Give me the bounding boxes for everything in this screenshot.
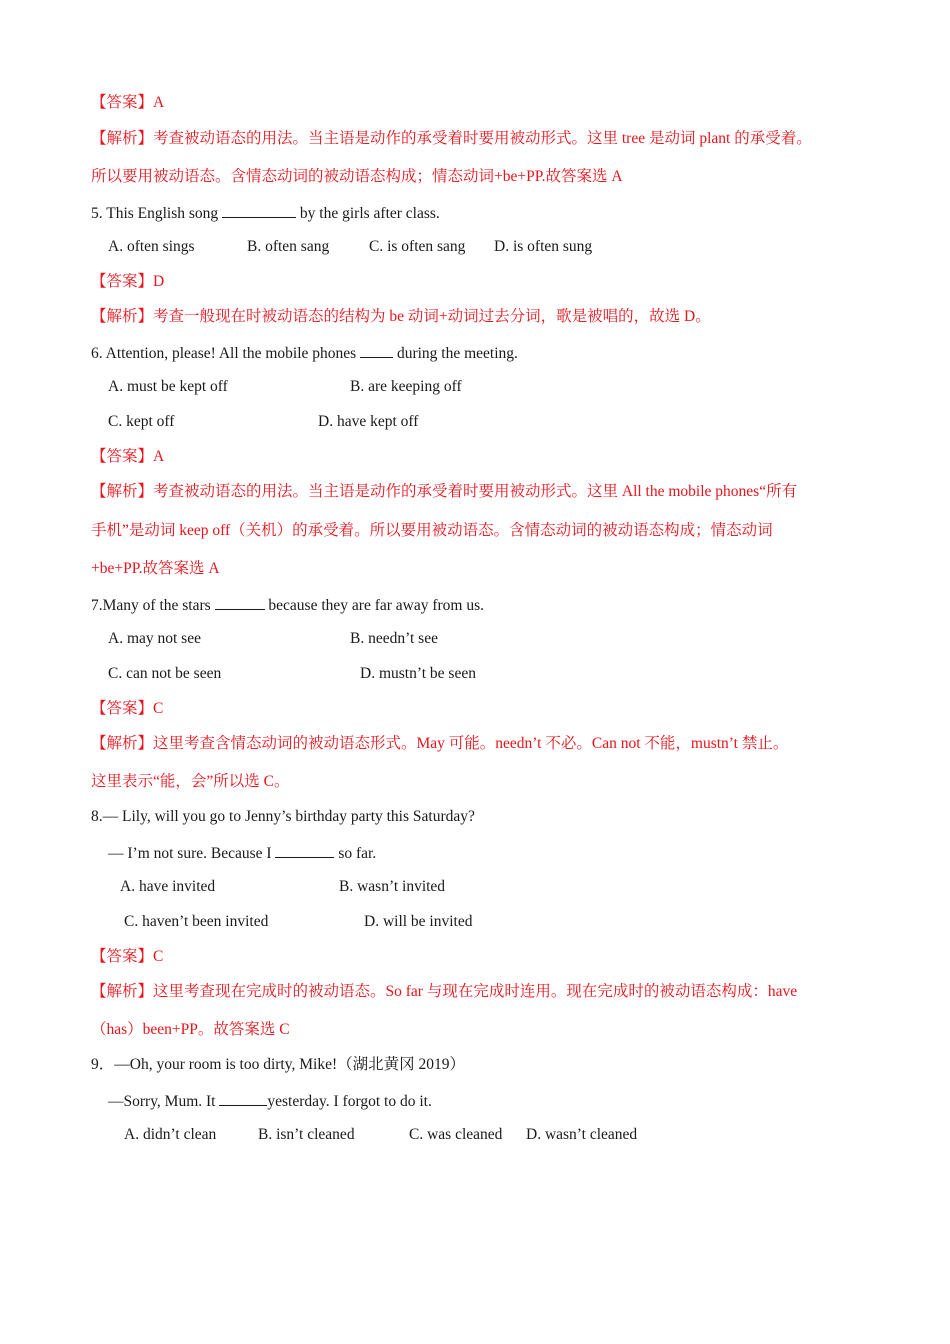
- question-9-option-c: C. was cleaned: [409, 1126, 503, 1143]
- question-6-stem: [91, 342, 518, 364]
- answer-5: 【答案】D: [91, 273, 165, 290]
- question-6-option-b: B. are keeping off: [350, 378, 462, 395]
- question-9-stem-2: [108, 1090, 432, 1112]
- question-6-option-a: A. must be kept off: [108, 378, 228, 395]
- answer-6: 【答案】A: [91, 448, 165, 465]
- question-9-option-a: A. didn’t clean: [124, 1126, 217, 1143]
- question-8-option-c: C. haven’t been invited: [124, 913, 269, 930]
- analysis-7-line-1: 【解析】这里考查含情态动词的被动语态形式。May 可能。needn’t 不必。Can not 不能，mustn’t 禁止。: [91, 735, 789, 752]
- answer-blank: [275, 842, 334, 858]
- question-5-option-b: B. often sang: [247, 238, 330, 255]
- analysis-5-line-1: 【解析】考查一般现在时被动语态的结构为 be 动词+动词过去分词，歌是被唱的，故选 D。: [91, 308, 711, 325]
- question-8-option-b: B. wasn’t invited: [339, 878, 446, 895]
- question-9-stem-2-post: yesterday. I forgot to do it.: [267, 1093, 432, 1110]
- question-8-stem-2-post: so far.: [334, 845, 377, 862]
- question-8-stem-2-pre: — I’m not sure. Because I: [108, 845, 276, 862]
- question-8-option-d: D. will be invited: [364, 913, 473, 930]
- question-7-option-b: B. needn’t see: [350, 630, 438, 647]
- answer-4: 【答案】A: [91, 94, 165, 111]
- analysis-6-line-2: 手机”是动词 keep off（关机）的承受着。所以要用被动语态。含情态动词的被动语态构成；情态动词: [91, 522, 773, 539]
- question-7-option-c: C. can not be seen: [108, 665, 222, 682]
- question-7-option-a: A. may not see: [108, 630, 201, 647]
- question-7-stem-post: because they are far away from us.: [264, 597, 485, 614]
- question-8-option-a: A. have invited: [120, 878, 216, 895]
- question-6-option-d: D. have kept off: [318, 413, 419, 430]
- question-9-option-b: B. isn’t cleaned: [258, 1126, 355, 1143]
- answer-blank: [219, 1090, 267, 1106]
- analysis-6-line-1: 【解析】考查被动语态的用法。当主语是动作的承受着时要用被动形式。这里 All the mobile phones“所有: [91, 483, 798, 500]
- answer-blank: [215, 594, 265, 610]
- question-5-stem: [91, 202, 440, 224]
- question-7-stem: [91, 594, 484, 616]
- analysis-4-line-1: 【解析】考查被动语态的用法。当主语是动作的承受着时要用被动形式。这里 tree 是动词 plant 的承受着。: [91, 130, 812, 147]
- question-8-stem-2: [108, 842, 376, 864]
- question-5-option-c: C. is often sang: [369, 238, 466, 255]
- question-5-stem-post: by the girls after class.: [296, 205, 440, 222]
- analysis-8-line-2: （has）been+PP。故答案选 C: [91, 1021, 290, 1038]
- question-9-stem-2-pre: —Sorry, Mum. It: [108, 1093, 220, 1110]
- question-9-stem: 9．—Oh, your room is too dirty, Mike!（湖北黄冈 2019）: [91, 1056, 465, 1073]
- answer-blank: [222, 202, 296, 218]
- analysis-8-line-1: 【解析】这里考查现在完成时的被动语态。So far 与现在完成时连用。现在完成时的被动语态构成：have: [91, 983, 798, 1000]
- question-9-option-d: D. wasn’t cleaned: [526, 1126, 638, 1143]
- question-5-option-a: A. often sings: [108, 238, 195, 255]
- question-8-stem: 8.— Lily, will you go to Jenny’s birthday party this Saturday?: [91, 808, 475, 825]
- answer-7: 【答案】C: [91, 700, 164, 717]
- question-5-stem-pre: 5. This English song: [91, 205, 223, 222]
- analysis-7-line-2: 这里表示“能，会”所以选 C。: [91, 773, 290, 790]
- answer-8: 【答案】C: [91, 948, 164, 965]
- question-7-option-d: D. mustn’t be seen: [360, 665, 476, 682]
- analysis-4-line-2: 所以要用被动语态。含情态动词的被动语态构成；情态动词+be+PP.故答案选 A: [91, 168, 623, 185]
- question-6-stem-pre: 6. Attention, please! All the mobile phones: [91, 345, 361, 362]
- question-5-option-d: D. is often sung: [494, 238, 593, 255]
- analysis-6-line-3: +be+PP.故答案选 A: [91, 560, 220, 577]
- question-6-stem-post: during the meeting.: [393, 345, 518, 362]
- question-6-option-c: C. kept off: [108, 413, 175, 430]
- answer-blank: [360, 342, 393, 358]
- question-7-stem-pre: 7.Many of the stars: [91, 597, 215, 614]
